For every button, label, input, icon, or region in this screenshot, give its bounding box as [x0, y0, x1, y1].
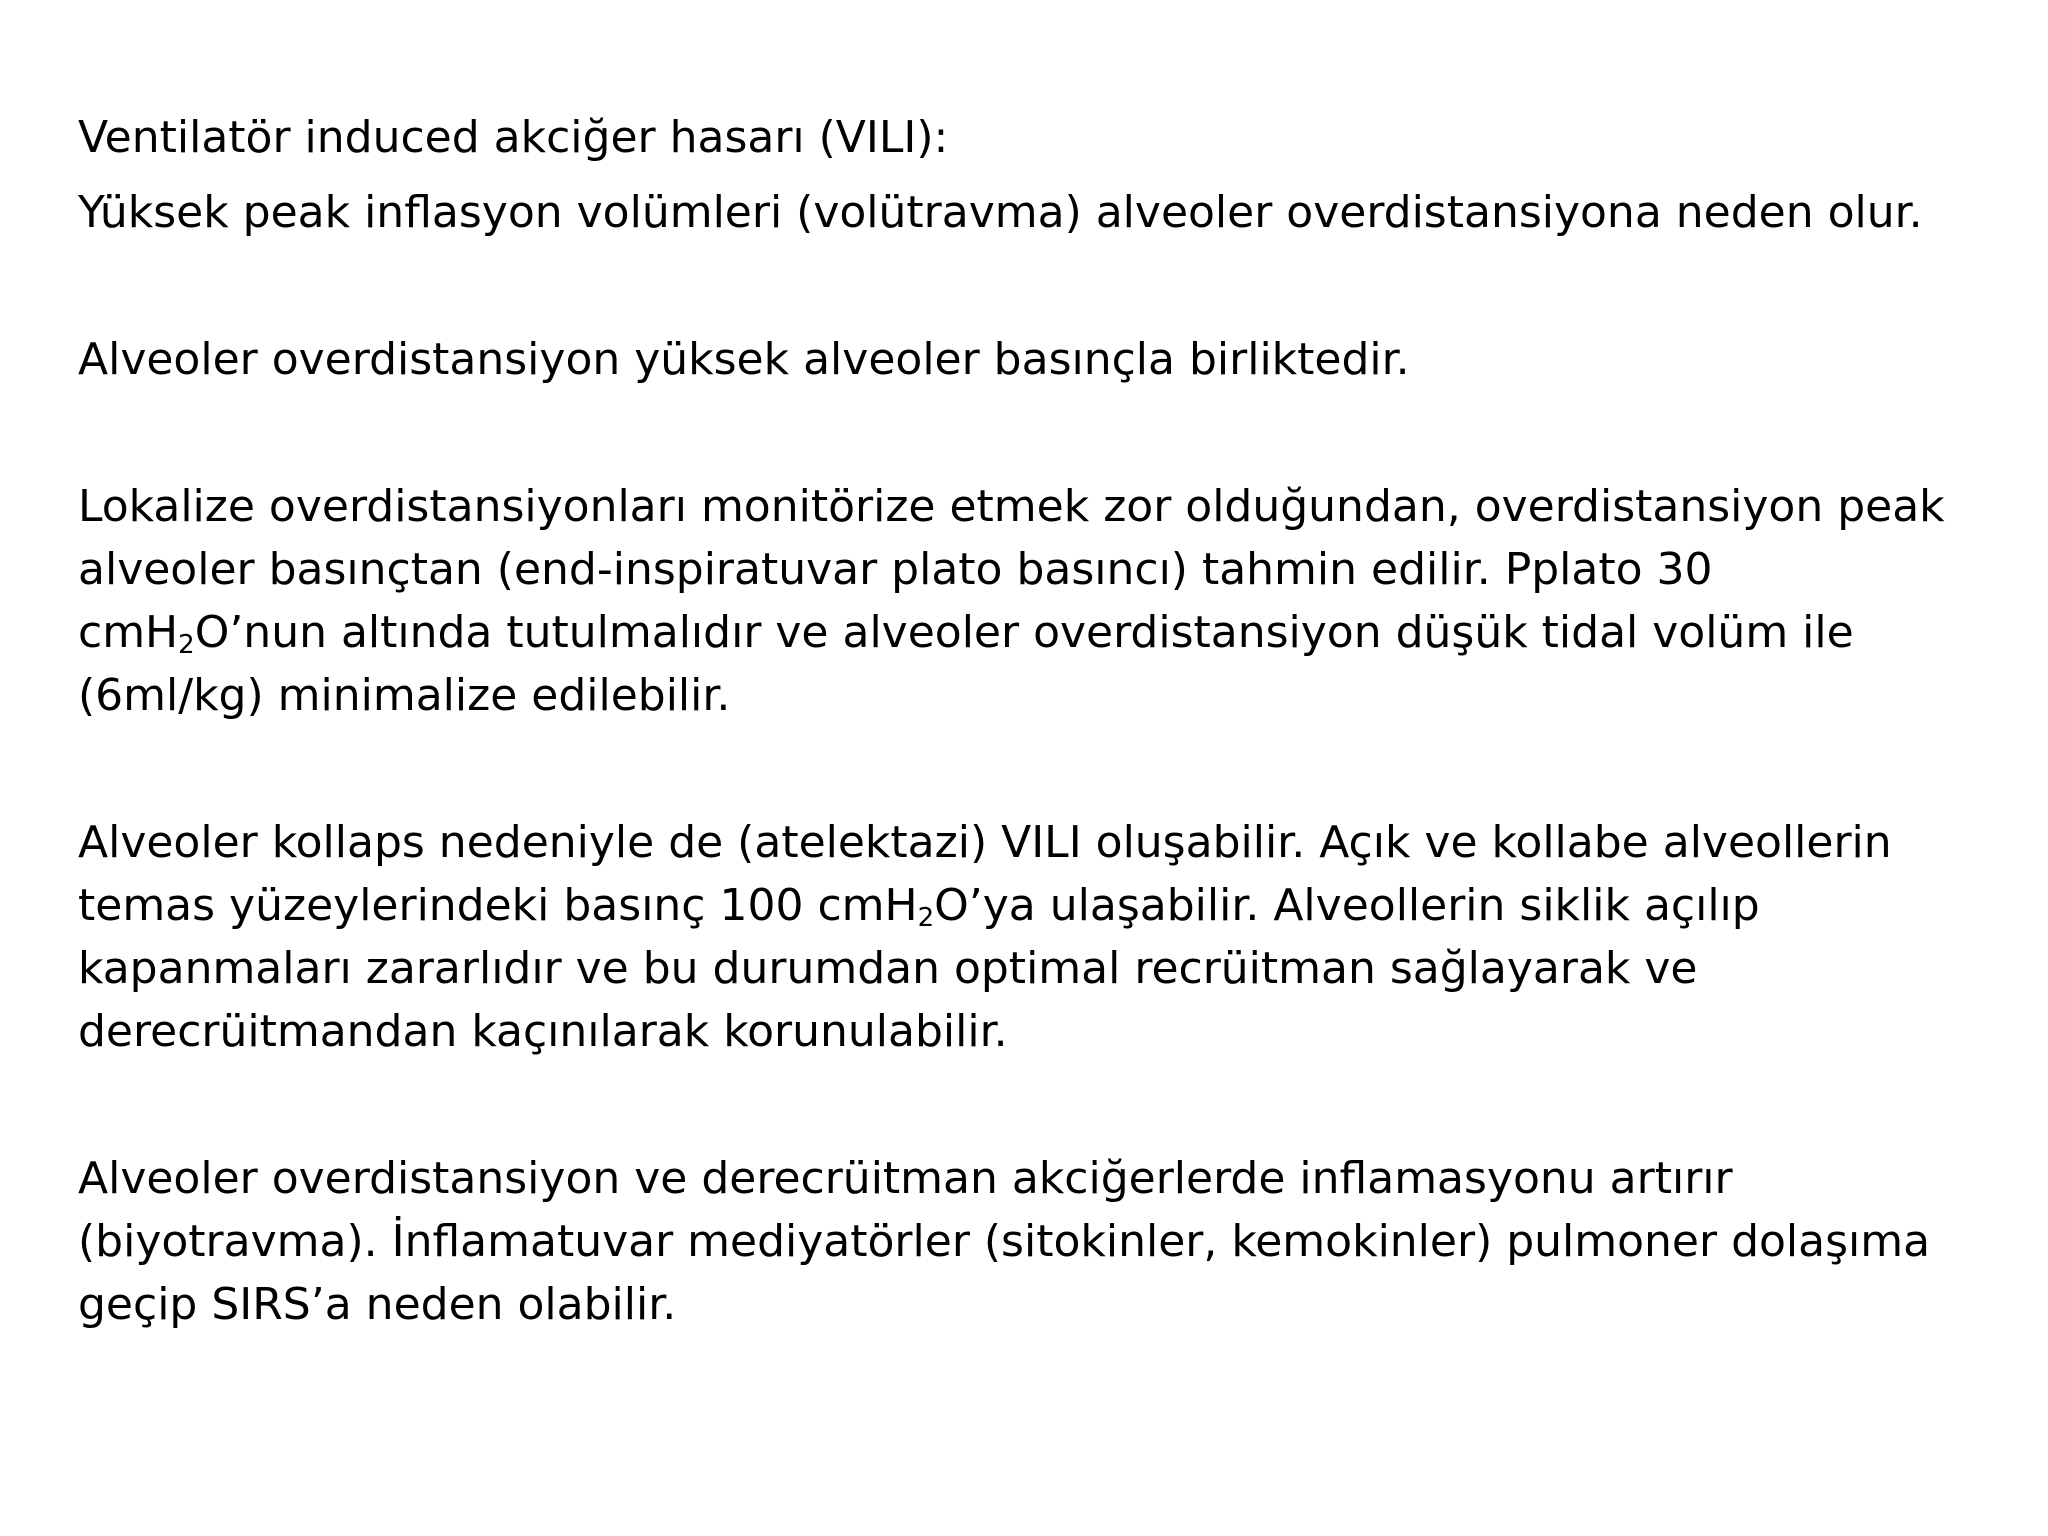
paragraph-volutrauma: Yüksek peak inflasyon volümleri (volütravma) alveoler overdistansiyona neden olur.: [78, 187, 1923, 238]
slide-content: [78, 106, 1978, 1336]
line-with-subscript: cmH$_2$O’nun altında tutulmalıdır ve alveoler overdistansiyon düşük tidal volüm ile: [78, 607, 1854, 660]
paragraph-localized-overdistension: Lokalize overdistansiyonları monitörize etmek zor olduğundan, overdistansiyon peak alveoler basınçtan (end-inspiratuvar plato basıncı) tahmin edilir. Pplato 30 cmH$_2$O’nun altında tutulmalıdır ve alveoler overdistansiyon düşük tidal volüm ile (6ml/kg) minimalize edilebilir.: [78, 475, 1978, 727]
paragraph-alveolar-pressure: Alveoler overdistansiyon yüksek alveoler basınçla birliktedir.: [78, 334, 1410, 385]
paragraph-biotrauma: Alveoler overdistansiyon ve derecrüitman akciğerlerde inflamasyonu artırır (biyotravma). İnflamatuvar mediyatörler (sitokinler, kemokinler) pulmoner dolaşıma geçip SIRS’a neden olabilir.: [78, 1153, 1931, 1330]
heading-text: Ventilatör induced akciğer hasarı (VILI):: [78, 112, 949, 163]
line-with-subscript: temas yüzeylerindeki basınç 100 cmH$_2$O’ya ulaşabilir. Alveollerin siklik açılıp: [78, 880, 1760, 933]
paragraph-alveolar-collapse: Alveoler kollaps nedeniyle de (atelektazi) VILI oluşabilir. Açık ve kollabe alveollerin temas yüzeylerindeki basınç 100 cmH$_2$O’ya ulaşabilir. Alveollerin siklik açılıp kapanmaları zararlıdır ve bu durumdan optimal recrüitman sağlayarak ve derecrüitmandan kaçınılarak korunulabilir.: [78, 811, 1978, 1063]
